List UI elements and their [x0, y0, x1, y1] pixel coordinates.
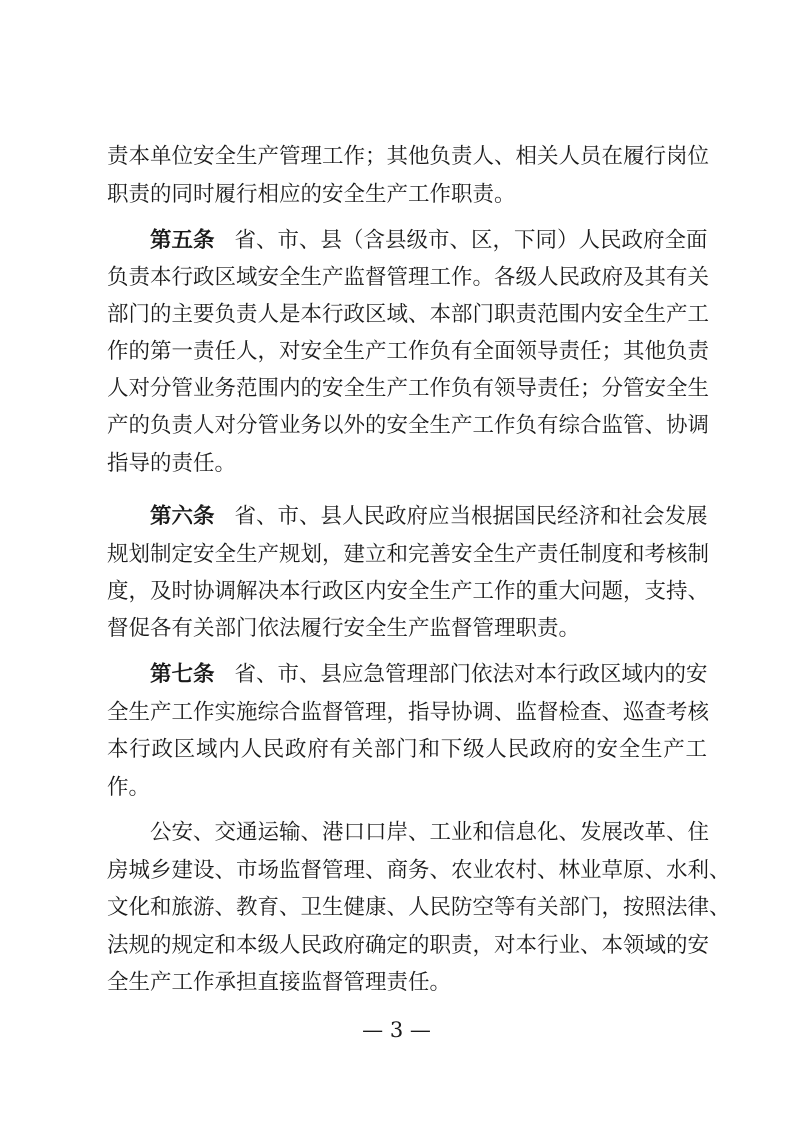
article7-label: 第七条 [150, 662, 215, 687]
article5-line-5: 产的负责人对分管业务以外的安全生产工作负有综合监管、协调 [107, 413, 710, 438]
article5-line-6: 指导的责任。 [107, 451, 237, 476]
para1-line-1: 责本单位安全生产管理工作；其他负责人、相关人员在履行岗位 [107, 144, 710, 169]
article6-first-text: 省、市、县人民政府应当根据国民经济和社会发展 [234, 504, 708, 529]
departments-first-line: 公安、交通运输、港口口岸、工业和信息化、发展改革、住 [150, 820, 710, 845]
para1-line-2: 职责的同时履行相应的安全生产工作职责。 [107, 182, 516, 207]
article5-line-2: 部门的主要负责人是本行政区域、本部门职责范围内安全生产工 [107, 302, 710, 327]
article6-first-line [150, 502, 707, 532]
article7-line-1: 全生产工作实施综合监督管理，指导协调、监督检查、巡查考核 [107, 700, 710, 725]
article6-label: 第六条 [150, 504, 215, 529]
article7-line-2: 本行政区域内人民政府有关部门和下级人民政府的安全生产工 [107, 737, 707, 762]
article5-first-line [150, 226, 707, 256]
article6-line-1: 规划制定安全生产规划，建立和完善安全生产责任制度和考核制 [107, 542, 710, 567]
article7-first-text: 省、市、县应急管理部门依法对本行政区域内的安 [234, 662, 708, 687]
departments-line-2: 文化和旅游、教育、卫生健康、人民防空等有关部门，按照法律、 [107, 895, 731, 920]
departments-line-3: 法规的规定和本级人民政府确定的职责，对本行业、本领域的安 [107, 933, 710, 958]
article5-line-3: 作的第一责任人，对安全生产工作负有全面领导责任；其他负责 [107, 339, 710, 364]
departments-line-4: 全生产工作承担直接监督管理责任。 [107, 970, 452, 995]
departments-line-1: 房城乡建设、市场监督管理、商务、农业农村、林业草原、水利、 [107, 858, 731, 883]
article7-line-3: 作。 [107, 775, 151, 800]
article6-line-2: 度，及时协调解决本行政区内安全生产工作的重大问题，支持、 [107, 579, 710, 604]
article5-label: 第五条 [150, 228, 215, 253]
article5-line-4: 人对分管业务范围内的安全生产工作负有领导责任；分管安全生 [107, 376, 710, 401]
article7-first-line [150, 660, 707, 690]
article5-first-text: 省、市、县（含县级市、区，下同）人民政府全面 [234, 228, 708, 253]
page-number: — 3 — [362, 1018, 431, 1042]
article6-line-3: 督促各有关部门依法履行安全生产监督管理职责。 [107, 616, 581, 641]
article5-line-1: 负责本行政区域安全生产监督管理工作。各级人民政府及其有关 [107, 265, 710, 290]
